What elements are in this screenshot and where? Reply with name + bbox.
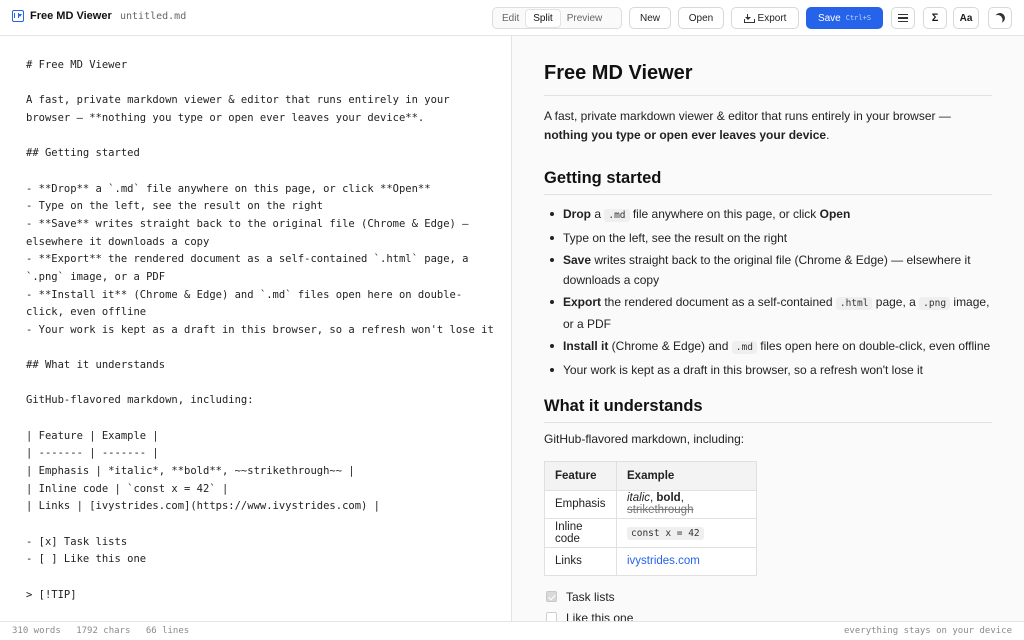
privacy-note: everything stays on your device	[844, 626, 1012, 636]
view-mode-split[interactable]: Split	[526, 10, 559, 27]
math-button[interactable]	[923, 7, 947, 29]
theme-toggle-button[interactable]	[988, 7, 1012, 29]
download-icon	[744, 14, 753, 23]
status-bar	[0, 621, 1024, 640]
task-label: Like this one	[566, 610, 634, 621]
word-count: 310 words	[12, 626, 61, 636]
list-item: Drop a .md file anywhere on this page, or click Open	[550, 204, 992, 226]
moon-icon	[994, 12, 1007, 25]
table-cell	[617, 547, 757, 576]
view-mode-edit[interactable]: Edit	[502, 12, 520, 24]
gfm-paragraph: GitHub-flavored markdown, including:	[544, 432, 745, 446]
top-toolbar	[0, 0, 1024, 36]
section-heading-what-it-understands: What it understands	[544, 397, 703, 415]
section-rule	[544, 422, 992, 423]
task-list	[546, 586, 633, 621]
intro-paragraph	[544, 107, 992, 145]
table-header: Feature	[545, 462, 617, 491]
feature-table	[544, 461, 757, 576]
table-row	[545, 547, 757, 576]
task-checkbox-checked[interactable]	[546, 591, 557, 602]
intro-end: .	[826, 128, 830, 142]
intro-bold: nothing you type or open ever leaves your device	[544, 128, 827, 142]
open-button-label: Open	[688, 12, 714, 24]
markdown-logo-icon	[12, 10, 24, 22]
view-mode-preview[interactable]: Preview	[566, 12, 603, 24]
task-item	[546, 586, 633, 607]
list-item: Save writes straight back to the original file (Chrome & Edge) — elsewhere it downloads a copy	[550, 250, 992, 290]
table-cell: Links	[545, 547, 617, 576]
list-icon	[898, 14, 908, 22]
list-item: Install it (Chrome & Edge) and .md files open here on double-click, even offline	[550, 336, 992, 358]
ivystrides-link[interactable]: ivystrides.com	[627, 555, 700, 568]
file-name[interactable]: untitled.md	[120, 11, 187, 22]
app-title: Free MD Viewer	[30, 10, 112, 22]
list-item: Export the rendered document as a self-contained .html page, a .png image, or a PDF	[550, 292, 992, 334]
preview-title: Free MD Viewer	[544, 62, 693, 84]
section-heading-getting-started: Getting started	[544, 169, 662, 187]
task-checkbox-unchecked[interactable]	[546, 612, 557, 621]
intro-text: A fast, private markdown viewer & editor that runs entirely in your browser —	[544, 109, 951, 123]
font-button[interactable]	[953, 7, 979, 29]
getting-started-list	[550, 204, 992, 382]
sigma-icon: Σ	[931, 12, 939, 24]
font-icon: Aa	[959, 12, 973, 24]
save-shortcut: Ctrl+S	[845, 14, 872, 22]
view-mode-switch	[492, 7, 622, 29]
export-button-label: Export	[757, 12, 787, 24]
title-rule	[544, 95, 992, 96]
table-cell: Inline code	[545, 519, 617, 548]
table-row	[545, 519, 757, 548]
export-button[interactable]	[731, 7, 799, 29]
editor-pane[interactable]	[0, 36, 511, 621]
editor-textarea[interactable]: # Free MD Viewer A fast, private markdown viewer & editor that runs entirely in your browser — **nothing you type or open ever leaves your device**. ## Getting started - **Drop** a `.md` file anywhere on this page, or click **Open** - Type on the left, see the result on the right - **Save** writes straight back to the original file (Chrome & Edge) — elsewhere it downloads a copy - **Export** the rendered document as a self-contained `.html` page, a `.png` image, or a PDF - **Install it** (Chrome & Edge) and `.md` files open here on double-click, even offline - Your work is kept as a draft in this browser, so a refresh won't lose it ## What it understands GitHub-flavored markdown, including: | Feature | Example | | ------- | ------- | | Emphasis | *italic*, **bold**, ~~strikethrough~~ | | Inline code | `const x = 42` | | Links | [ivystrides.com](https://www.ivystrides.com) | - [x] Task lists - [ ] Like this one > [!TIP]	[26, 59, 494, 601]
brand	[12, 10, 112, 22]
preview-pane	[512, 36, 1024, 621]
task-item	[546, 607, 633, 621]
open-button[interactable]	[678, 7, 724, 29]
save-button-label: Save	[817, 12, 841, 24]
new-button[interactable]	[629, 7, 671, 29]
line-count: 66 lines	[145, 626, 190, 636]
new-button-label: New	[639, 12, 660, 24]
table-header: Example	[617, 462, 757, 491]
char-count: 1792 chars	[76, 626, 131, 636]
section-rule	[544, 194, 992, 195]
table-cell: const x = 42	[617, 519, 757, 548]
save-button[interactable]	[806, 7, 883, 29]
table-row	[545, 490, 757, 519]
list-item: Type on the left, see the result on the right	[550, 228, 992, 248]
task-label: Task lists	[566, 589, 615, 604]
outline-button[interactable]	[891, 7, 915, 29]
table-cell: Emphasis	[545, 490, 617, 519]
table-cell: italic, bold, strikethrough	[617, 490, 757, 519]
list-item: Your work is kept as a draft in this browser, so a refresh won't lose it	[550, 360, 992, 380]
